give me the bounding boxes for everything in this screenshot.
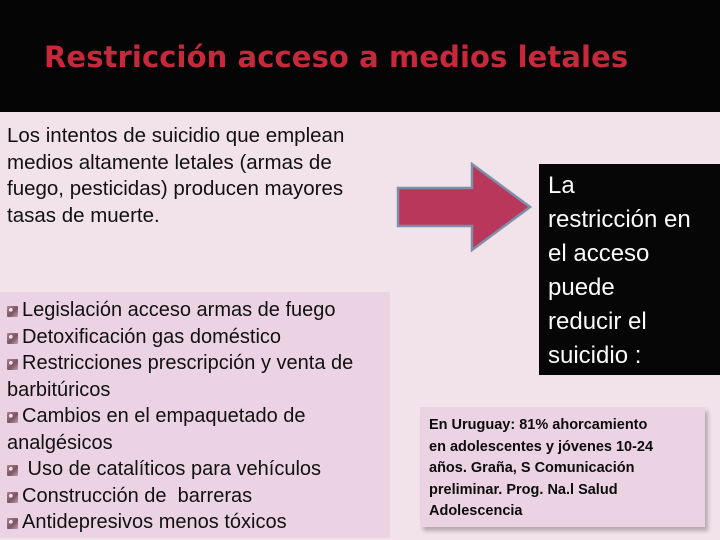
list-item-text: Restricciones prescripción y venta de barbitúricos [7, 352, 354, 401]
square-bullet-icon [7, 412, 18, 423]
list-item-text: Construcción de barreras [22, 484, 253, 507]
note-text: En Uruguay: 81% ahorcamiento en adolescentes y jóvenes 10-24 años. Graña, S Comunicación preliminar. Prog. Na.l Salud Adolescencia [429, 417, 654, 519]
conclusion-callout [539, 164, 720, 375]
list-item [7, 297, 385, 324]
title-bar [0, 0, 720, 112]
intro-text: Los intentos de suicidio que emplean medios altamente letales (armas de fuego, pesticidas) producen mayores tasas de muerte. [7, 124, 345, 227]
square-bullet-icon [7, 492, 18, 503]
measures-list [7, 297, 385, 536]
callout-text: La restricción en el acceso puede reducir el suicidio : [548, 172, 691, 369]
uruguay-note [420, 407, 705, 527]
list-item-text: Uso de catalíticos para vehículos [22, 458, 322, 480]
square-bullet-icon [7, 306, 18, 317]
slide-title: Restricción acceso a medios letales [44, 40, 629, 74]
list-item [7, 350, 385, 403]
square-bullet-icon [7, 359, 18, 370]
list-item [7, 456, 385, 483]
list-item-text: Legislación acceso armas de fuego [22, 299, 336, 321]
list-item [7, 403, 385, 456]
square-bullet-icon [7, 333, 18, 344]
square-bullet-icon [7, 465, 18, 476]
list-item-text: Antidepresivos menos tóxicos [22, 511, 287, 533]
list-item [7, 509, 385, 536]
list-item [7, 324, 385, 351]
list-item-text: Detoxificación gas doméstico [22, 325, 282, 348]
square-bullet-icon [7, 518, 18, 529]
right-arrow-icon [396, 162, 532, 252]
list-item [7, 483, 385, 510]
list-item-text: Cambios en el empaquetado de analgésicos [7, 405, 306, 454]
